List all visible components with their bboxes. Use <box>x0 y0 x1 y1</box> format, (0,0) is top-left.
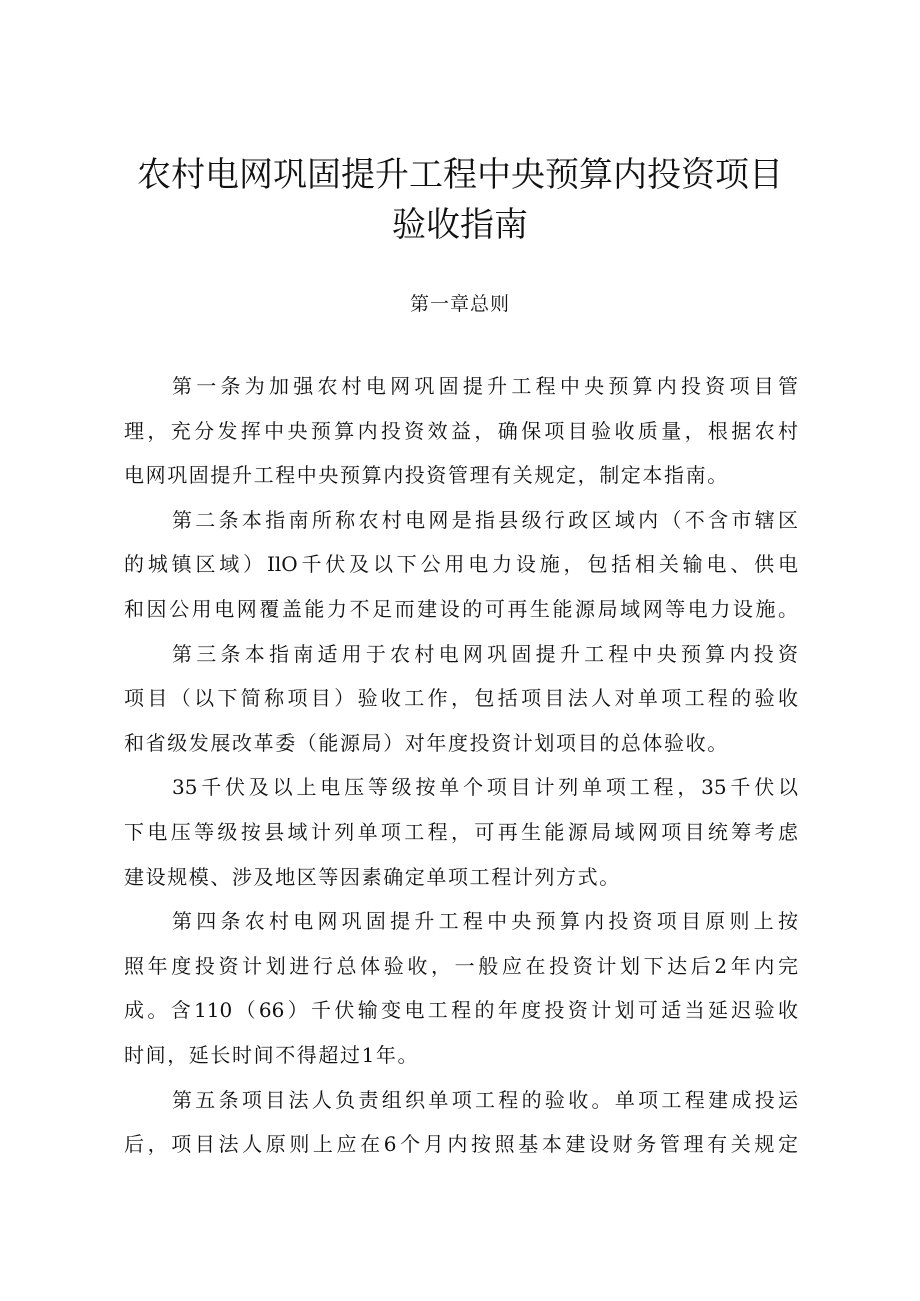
paragraph-line: 项目（以下简称项目）验收工作，包括项目法人对单项工程的验收 <box>124 686 798 711</box>
chapter-heading: 第一章总则 <box>409 293 510 315</box>
article-2-paragraph <box>124 505 798 639</box>
paragraph-line: 35千伏及以上电压等级按单个项目计列单项工程，35千伏以 <box>172 775 798 800</box>
voltage-level-paragraph <box>124 772 798 906</box>
paragraph-line: 电网巩固提升工程中央预算内投资管理有关规定，制定本指南。 <box>124 463 729 488</box>
article-5-paragraph <box>124 1085 798 1174</box>
paragraph-line: 成。含110（66）千伏输变电工程的年度投资计划可适当延迟验收 <box>124 998 798 1023</box>
paragraph-line: 建设规模、涉及地区等因素确定单项工程计列方式。 <box>124 864 621 889</box>
document-title <box>0 150 920 250</box>
paragraph-line: 理，充分发挥中央预算内投资效益，确保项目验收质量，根据农村 <box>124 418 798 443</box>
title-line-2: 验收指南 <box>392 205 528 245</box>
paragraph-line: 第四条农村电网巩固提升工程中央预算内投资项目原则上按 <box>172 909 798 934</box>
paragraph-line: 第一条为加强农村电网巩固提升工程中央预算内投资项目管 <box>172 374 798 398</box>
paragraph-line: 的城镇区域）IlO千伏及以下公用电力设施，包括相关输电、供电 <box>124 552 798 577</box>
paragraph-line: 照年度投资计划进行总体验收，一般应在投资计划下达后2年内完 <box>124 953 798 978</box>
article-3-paragraph <box>124 639 798 773</box>
paragraph-line: 和因公用电网覆盖能力不足而建设的可再生能源局域网等电力设施。 <box>124 596 798 621</box>
paragraph-line: 后，项目法人原则上应在6个月内按照基本建设财务管理有关规定 <box>124 1132 798 1157</box>
paragraph-line: 下电压等级按县域计列单项工程，可再生能源局域网项目统筹考虑 <box>124 819 798 844</box>
article-4-paragraph <box>124 906 798 1084</box>
paragraph-line: 第三条本指南适用于农村电网巩固提升工程中央预算内投资 <box>172 641 798 666</box>
title-line-1: 农村电网巩固提升工程中央预算内投资项目 <box>137 155 783 195</box>
body-text <box>124 371 798 1174</box>
paragraph-line: 时间，延长时间不得超过1年。 <box>124 1042 420 1067</box>
paragraph-line: 和省级发展改革委（能源局）对年度投资计划项目的总体验收。 <box>124 730 729 755</box>
paragraph-line: 第二条本指南所称农村电网是指县级行政区域内（不含市辖区 <box>172 507 798 532</box>
paragraph-line: 第五条项目法人负责组织单项工程的验收。单项工程建成投运 <box>172 1087 798 1112</box>
article-1-paragraph <box>124 371 798 505</box>
